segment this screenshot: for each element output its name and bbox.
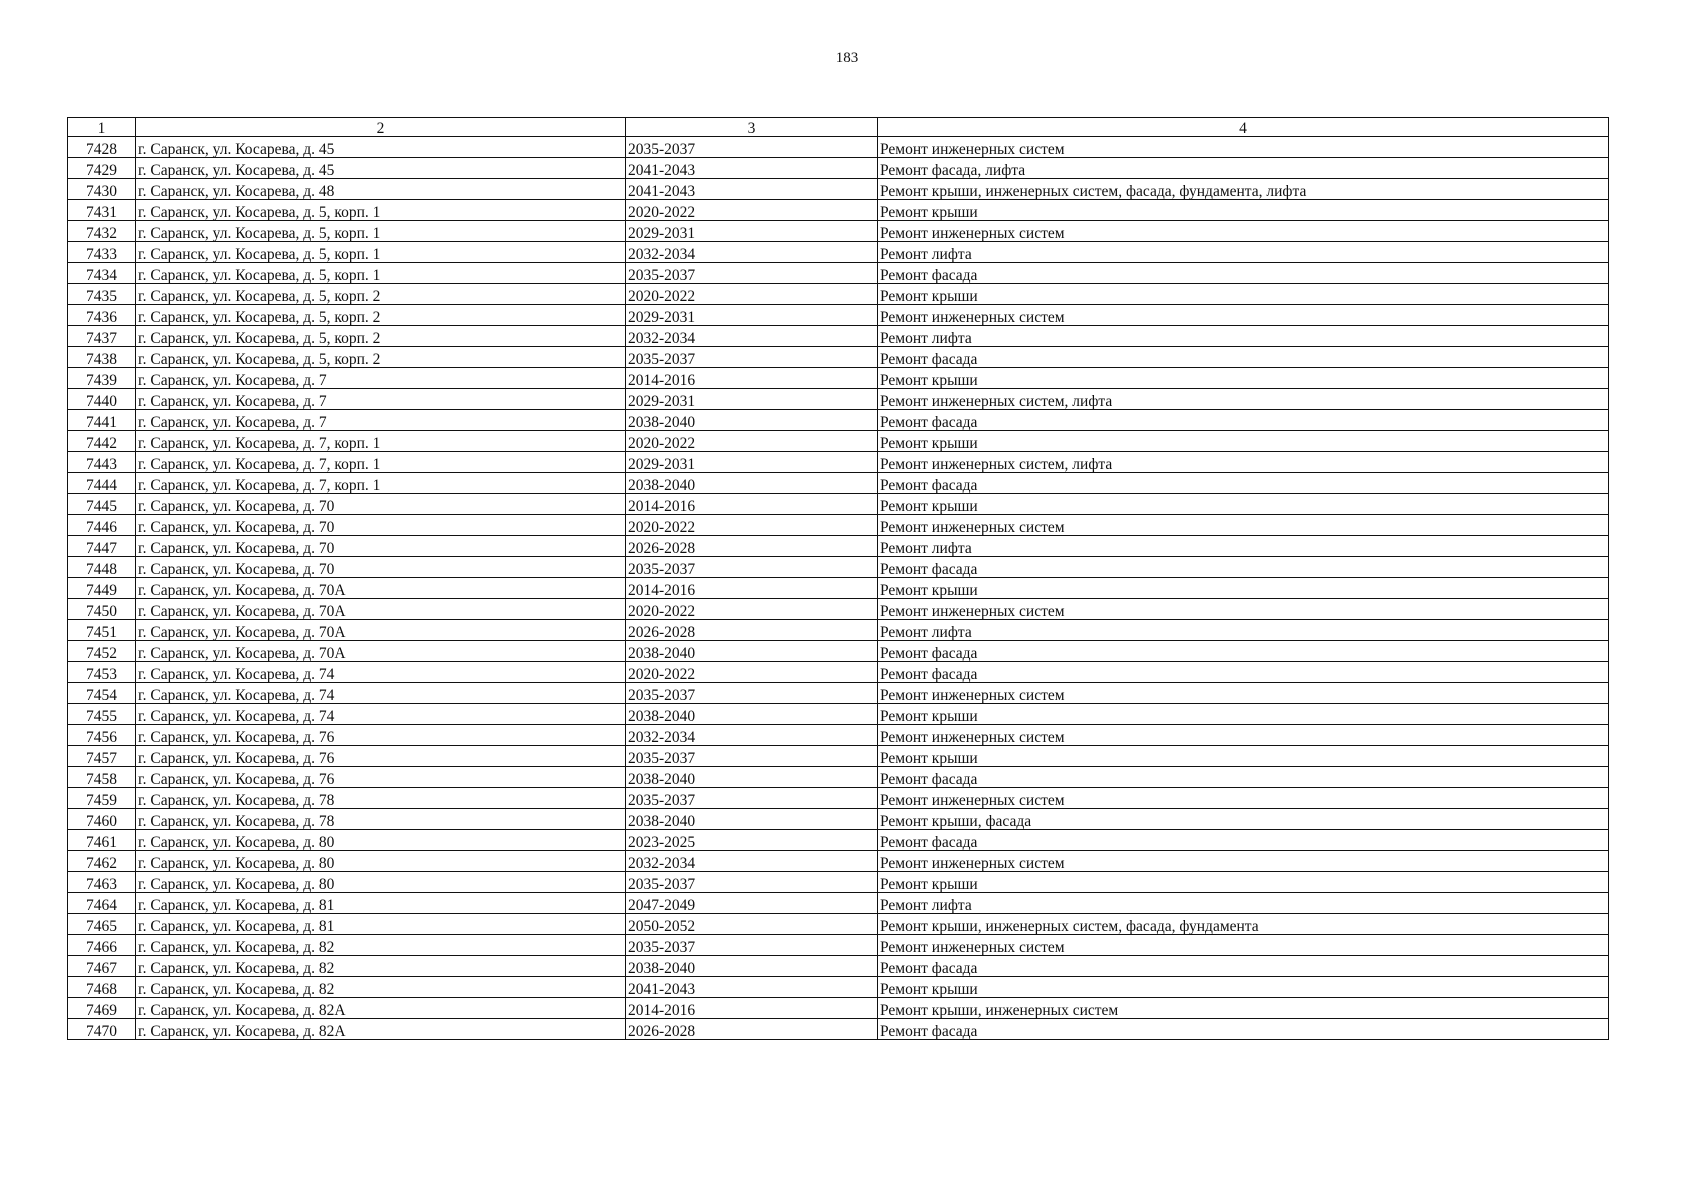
row-number-cell: 7452 bbox=[68, 641, 136, 662]
header-row bbox=[68, 118, 1609, 137]
table-row bbox=[68, 746, 1609, 767]
period-cell: 2038-2040 bbox=[626, 767, 878, 788]
work-type-cell: Ремонт фасада bbox=[878, 557, 1609, 578]
address-cell: г. Саранск, ул. Косарева, д. 76 bbox=[136, 767, 626, 788]
table-row bbox=[68, 242, 1609, 263]
row-number-cell: 7469 bbox=[68, 998, 136, 1019]
period-cell: 2029-2031 bbox=[626, 305, 878, 326]
work-type-cell: Ремонт инженерных систем, лифта bbox=[878, 389, 1609, 410]
table-row bbox=[68, 725, 1609, 746]
address-cell: г. Саранск, ул. Косарева, д. 70А bbox=[136, 641, 626, 662]
table-row bbox=[68, 368, 1609, 389]
period-cell: 2032-2034 bbox=[626, 326, 878, 347]
table-row bbox=[68, 851, 1609, 872]
table-row bbox=[68, 599, 1609, 620]
period-cell: 2050-2052 bbox=[626, 914, 878, 935]
period-cell: 2020-2022 bbox=[626, 284, 878, 305]
address-cell: г. Саранск, ул. Косарева, д. 5, корп. 1 bbox=[136, 242, 626, 263]
row-number-cell: 7450 bbox=[68, 599, 136, 620]
row-number-cell: 7460 bbox=[68, 809, 136, 830]
work-type-cell: Ремонт инженерных систем bbox=[878, 515, 1609, 536]
address-cell: г. Саранск, ул. Косарева, д. 81 bbox=[136, 893, 626, 914]
address-cell: г. Саранск, ул. Косарева, д. 7, корп. 1 bbox=[136, 431, 626, 452]
work-type-cell: Ремонт фасада bbox=[878, 956, 1609, 977]
period-cell: 2035-2037 bbox=[626, 788, 878, 809]
address-cell: г. Саранск, ул. Косарева, д. 80 bbox=[136, 851, 626, 872]
row-number-cell: 7432 bbox=[68, 221, 136, 242]
table-row bbox=[68, 809, 1609, 830]
period-cell: 2038-2040 bbox=[626, 704, 878, 725]
table-row bbox=[68, 158, 1609, 179]
header-col-4: 4 bbox=[878, 118, 1609, 137]
row-number-cell: 7433 bbox=[68, 242, 136, 263]
work-type-cell: Ремонт крыши, фасада bbox=[878, 809, 1609, 830]
table-row bbox=[68, 1019, 1609, 1040]
work-type-cell: Ремонт инженерных систем bbox=[878, 137, 1609, 158]
row-number-cell: 7467 bbox=[68, 956, 136, 977]
period-cell: 2038-2040 bbox=[626, 956, 878, 977]
address-cell: г. Саранск, ул. Косарева, д. 82 bbox=[136, 956, 626, 977]
period-cell: 2014-2016 bbox=[626, 494, 878, 515]
row-number-cell: 7463 bbox=[68, 872, 136, 893]
address-cell: г. Саранск, ул. Косарева, д. 5, корп. 2 bbox=[136, 284, 626, 305]
period-cell: 2032-2034 bbox=[626, 851, 878, 872]
period-cell: 2035-2037 bbox=[626, 935, 878, 956]
row-number-cell: 7431 bbox=[68, 200, 136, 221]
period-cell: 2041-2043 bbox=[626, 158, 878, 179]
period-cell: 2035-2037 bbox=[626, 557, 878, 578]
table-row bbox=[68, 305, 1609, 326]
work-type-cell: Ремонт фасада bbox=[878, 767, 1609, 788]
address-cell: г. Саранск, ул. Косарева, д. 81 bbox=[136, 914, 626, 935]
header-col-1: 1 bbox=[68, 118, 136, 137]
period-cell: 2014-2016 bbox=[626, 368, 878, 389]
row-number-cell: 7455 bbox=[68, 704, 136, 725]
work-type-cell: Ремонт крыши bbox=[878, 494, 1609, 515]
address-cell: г. Саранск, ул. Косарева, д. 7, корп. 1 bbox=[136, 473, 626, 494]
work-type-cell: Ремонт крыши bbox=[878, 746, 1609, 767]
table-row bbox=[68, 389, 1609, 410]
period-cell: 2035-2037 bbox=[626, 746, 878, 767]
row-number-cell: 7448 bbox=[68, 557, 136, 578]
period-cell: 2026-2028 bbox=[626, 536, 878, 557]
address-cell: г. Саранск, ул. Косарева, д. 74 bbox=[136, 683, 626, 704]
row-number-cell: 7436 bbox=[68, 305, 136, 326]
address-cell: г. Саранск, ул. Косарева, д. 5, корп. 2 bbox=[136, 347, 626, 368]
row-number-cell: 7464 bbox=[68, 893, 136, 914]
period-cell: 2026-2028 bbox=[626, 620, 878, 641]
table-row bbox=[68, 263, 1609, 284]
address-cell: г. Саранск, ул. Косарева, д. 76 bbox=[136, 725, 626, 746]
work-type-cell: Ремонт крыши bbox=[878, 431, 1609, 452]
table-row bbox=[68, 557, 1609, 578]
row-number-cell: 7465 bbox=[68, 914, 136, 935]
row-number-cell: 7437 bbox=[68, 326, 136, 347]
period-cell: 2047-2049 bbox=[626, 893, 878, 914]
period-cell: 2041-2043 bbox=[626, 977, 878, 998]
address-cell: г. Саранск, ул. Косарева, д. 5, корп. 2 bbox=[136, 326, 626, 347]
address-cell: г. Саранск, ул. Косарева, д. 7 bbox=[136, 410, 626, 431]
address-cell: г. Саранск, ул. Косарева, д. 74 bbox=[136, 662, 626, 683]
table-row bbox=[68, 935, 1609, 956]
row-number-cell: 7444 bbox=[68, 473, 136, 494]
table-row bbox=[68, 830, 1609, 851]
address-cell: г. Саранск, ул. Косарева, д. 7, корп. 1 bbox=[136, 452, 626, 473]
table-row bbox=[68, 200, 1609, 221]
work-type-cell: Ремонт лифта bbox=[878, 326, 1609, 347]
row-number-cell: 7458 bbox=[68, 767, 136, 788]
table-row bbox=[68, 620, 1609, 641]
table-row bbox=[68, 914, 1609, 935]
address-cell: г. Саранск, ул. Косарева, д. 7 bbox=[136, 368, 626, 389]
address-cell: г. Саранск, ул. Косарева, д. 76 bbox=[136, 746, 626, 767]
address-cell: г. Саранск, ул. Косарева, д. 70 bbox=[136, 557, 626, 578]
work-type-cell: Ремонт крыши bbox=[878, 284, 1609, 305]
work-type-cell: Ремонт инженерных систем bbox=[878, 725, 1609, 746]
table-row bbox=[68, 494, 1609, 515]
row-number-cell: 7470 bbox=[68, 1019, 136, 1040]
row-number-cell: 7440 bbox=[68, 389, 136, 410]
period-cell: 2029-2031 bbox=[626, 221, 878, 242]
work-type-cell: Ремонт крыши bbox=[878, 578, 1609, 599]
table-row bbox=[68, 221, 1609, 242]
period-cell: 2029-2031 bbox=[626, 452, 878, 473]
work-type-cell: Ремонт лифта bbox=[878, 893, 1609, 914]
address-cell: г. Саранск, ул. Косарева, д. 45 bbox=[136, 158, 626, 179]
period-cell: 2038-2040 bbox=[626, 410, 878, 431]
row-number-cell: 7454 bbox=[68, 683, 136, 704]
period-cell: 2020-2022 bbox=[626, 515, 878, 536]
table-body bbox=[68, 137, 1609, 1040]
work-type-cell: Ремонт инженерных систем, лифта bbox=[878, 452, 1609, 473]
row-number-cell: 7430 bbox=[68, 179, 136, 200]
row-number-cell: 7435 bbox=[68, 284, 136, 305]
row-number-cell: 7442 bbox=[68, 431, 136, 452]
row-number-cell: 7428 bbox=[68, 137, 136, 158]
row-number-cell: 7457 bbox=[68, 746, 136, 767]
table-row bbox=[68, 683, 1609, 704]
work-type-cell: Ремонт инженерных систем bbox=[878, 599, 1609, 620]
work-type-cell: Ремонт инженерных систем bbox=[878, 851, 1609, 872]
table-row bbox=[68, 872, 1609, 893]
period-cell: 2035-2037 bbox=[626, 137, 878, 158]
address-cell: г. Саранск, ул. Косарева, д. 48 bbox=[136, 179, 626, 200]
address-cell: г. Саранск, ул. Косарева, д. 7 bbox=[136, 389, 626, 410]
work-type-cell: Ремонт крыши bbox=[878, 200, 1609, 221]
address-cell: г. Саранск, ул. Косарева, д. 82А bbox=[136, 1019, 626, 1040]
repair-schedule-table bbox=[67, 117, 1609, 1040]
page-number: 183 bbox=[835, 50, 859, 66]
table-row bbox=[68, 515, 1609, 536]
table-row bbox=[68, 179, 1609, 200]
period-cell: 2032-2034 bbox=[626, 242, 878, 263]
period-cell: 2026-2028 bbox=[626, 1019, 878, 1040]
row-number-cell: 7439 bbox=[68, 368, 136, 389]
period-cell: 2035-2037 bbox=[626, 263, 878, 284]
address-cell: г. Саранск, ул. Косарева, д. 5, корп. 1 bbox=[136, 221, 626, 242]
work-type-cell: Ремонт крыши bbox=[878, 368, 1609, 389]
address-cell: г. Саранск, ул. Косарева, д. 70 bbox=[136, 536, 626, 557]
address-cell: г. Саранск, ул. Косарева, д. 70А bbox=[136, 620, 626, 641]
address-cell: г. Саранск, ул. Косарева, д. 5, корп. 1 bbox=[136, 263, 626, 284]
table-row bbox=[68, 473, 1609, 494]
work-type-cell: Ремонт лифта bbox=[878, 620, 1609, 641]
row-number-cell: 7434 bbox=[68, 263, 136, 284]
address-cell: г. Саранск, ул. Косарева, д. 70 bbox=[136, 494, 626, 515]
row-number-cell: 7451 bbox=[68, 620, 136, 641]
row-number-cell: 7443 bbox=[68, 452, 136, 473]
table-row bbox=[68, 956, 1609, 977]
address-cell: г. Саранск, ул. Косарева, д. 70А bbox=[136, 578, 626, 599]
work-type-cell: Ремонт фасада bbox=[878, 347, 1609, 368]
table-row bbox=[68, 410, 1609, 431]
period-cell: 2029-2031 bbox=[626, 389, 878, 410]
period-cell: 2020-2022 bbox=[626, 662, 878, 683]
header-col-2: 2 bbox=[136, 118, 626, 137]
work-type-cell: Ремонт инженерных систем bbox=[878, 683, 1609, 704]
work-type-cell: Ремонт фасада bbox=[878, 473, 1609, 494]
work-type-cell: Ремонт фасада bbox=[878, 641, 1609, 662]
table-row bbox=[68, 662, 1609, 683]
table-row bbox=[68, 578, 1609, 599]
address-cell: г. Саранск, ул. Косарева, д. 80 bbox=[136, 830, 626, 851]
work-type-cell: Ремонт крыши bbox=[878, 704, 1609, 725]
row-number-cell: 7441 bbox=[68, 410, 136, 431]
work-type-cell: Ремонт крыши bbox=[878, 977, 1609, 998]
row-number-cell: 7466 bbox=[68, 935, 136, 956]
address-cell: г. Саранск, ул. Косарева, д. 78 bbox=[136, 809, 626, 830]
address-cell: г. Саранск, ул. Косарева, д. 82 bbox=[136, 935, 626, 956]
work-type-cell: Ремонт фасада bbox=[878, 1019, 1609, 1040]
table-row bbox=[68, 347, 1609, 368]
work-type-cell: Ремонт инженерных систем bbox=[878, 221, 1609, 242]
work-type-cell: Ремонт крыши bbox=[878, 872, 1609, 893]
work-type-cell: Ремонт крыши, инженерных систем, фасада, фундамента, лифта bbox=[878, 179, 1609, 200]
row-number-cell: 7459 bbox=[68, 788, 136, 809]
table-row bbox=[68, 641, 1609, 662]
address-cell: г. Саранск, ул. Косарева, д. 82 bbox=[136, 977, 626, 998]
table-row bbox=[68, 284, 1609, 305]
table-row bbox=[68, 431, 1609, 452]
row-number-cell: 7449 bbox=[68, 578, 136, 599]
address-cell: г. Саранск, ул. Косарева, д. 70 bbox=[136, 515, 626, 536]
row-number-cell: 7447 bbox=[68, 536, 136, 557]
table-row bbox=[68, 788, 1609, 809]
period-cell: 2035-2037 bbox=[626, 683, 878, 704]
period-cell: 2020-2022 bbox=[626, 200, 878, 221]
work-type-cell: Ремонт инженерных систем bbox=[878, 935, 1609, 956]
work-type-cell: Ремонт инженерных систем bbox=[878, 788, 1609, 809]
address-cell: г. Саранск, ул. Косарева, д. 5, корп. 2 bbox=[136, 305, 626, 326]
address-cell: г. Саранск, ул. Косарева, д. 80 bbox=[136, 872, 626, 893]
work-type-cell: Ремонт крыши, инженерных систем bbox=[878, 998, 1609, 1019]
period-cell: 2038-2040 bbox=[626, 809, 878, 830]
work-type-cell: Ремонт фасада, лифта bbox=[878, 158, 1609, 179]
period-cell: 2038-2040 bbox=[626, 641, 878, 662]
row-number-cell: 7438 bbox=[68, 347, 136, 368]
address-cell: г. Саранск, ул. Косарева, д. 74 bbox=[136, 704, 626, 725]
address-cell: г. Саранск, ул. Косарева, д. 45 bbox=[136, 137, 626, 158]
work-type-cell: Ремонт лифта bbox=[878, 536, 1609, 557]
table-row bbox=[68, 326, 1609, 347]
work-type-cell: Ремонт инженерных систем bbox=[878, 305, 1609, 326]
row-number-cell: 7429 bbox=[68, 158, 136, 179]
row-number-cell: 7445 bbox=[68, 494, 136, 515]
table-header bbox=[68, 118, 1609, 137]
table-row bbox=[68, 977, 1609, 998]
work-type-cell: Ремонт фасада bbox=[878, 662, 1609, 683]
table-row bbox=[68, 536, 1609, 557]
table-row bbox=[68, 767, 1609, 788]
period-cell: 2023-2025 bbox=[626, 830, 878, 851]
address-cell: г. Саранск, ул. Косарева, д. 70А bbox=[136, 599, 626, 620]
work-type-cell: Ремонт лифта bbox=[878, 242, 1609, 263]
period-cell: 2020-2022 bbox=[626, 599, 878, 620]
period-cell: 2041-2043 bbox=[626, 179, 878, 200]
header-col-3: 3 bbox=[626, 118, 878, 137]
row-number-cell: 7468 bbox=[68, 977, 136, 998]
address-cell: г. Саранск, ул. Косарева, д. 5, корп. 1 bbox=[136, 200, 626, 221]
address-cell: г. Саранск, ул. Косарева, д. 78 bbox=[136, 788, 626, 809]
period-cell: 2014-2016 bbox=[626, 578, 878, 599]
period-cell: 2035-2037 bbox=[626, 347, 878, 368]
table-row bbox=[68, 998, 1609, 1019]
table-row bbox=[68, 893, 1609, 914]
row-number-cell: 7461 bbox=[68, 830, 136, 851]
period-cell: 2032-2034 bbox=[626, 725, 878, 746]
table-row bbox=[68, 137, 1609, 158]
period-cell: 2038-2040 bbox=[626, 473, 878, 494]
period-cell: 2020-2022 bbox=[626, 431, 878, 452]
work-type-cell: Ремонт фасада bbox=[878, 263, 1609, 284]
row-number-cell: 7456 bbox=[68, 725, 136, 746]
period-cell: 2014-2016 bbox=[626, 998, 878, 1019]
table-row bbox=[68, 452, 1609, 473]
row-number-cell: 7453 bbox=[68, 662, 136, 683]
work-type-cell: Ремонт фасада bbox=[878, 830, 1609, 851]
address-cell: г. Саранск, ул. Косарева, д. 82А bbox=[136, 998, 626, 1019]
work-type-cell: Ремонт крыши, инженерных систем, фасада, фундамента bbox=[878, 914, 1609, 935]
row-number-cell: 7462 bbox=[68, 851, 136, 872]
table-row bbox=[68, 704, 1609, 725]
row-number-cell: 7446 bbox=[68, 515, 136, 536]
period-cell: 2035-2037 bbox=[626, 872, 878, 893]
work-type-cell: Ремонт фасада bbox=[878, 410, 1609, 431]
